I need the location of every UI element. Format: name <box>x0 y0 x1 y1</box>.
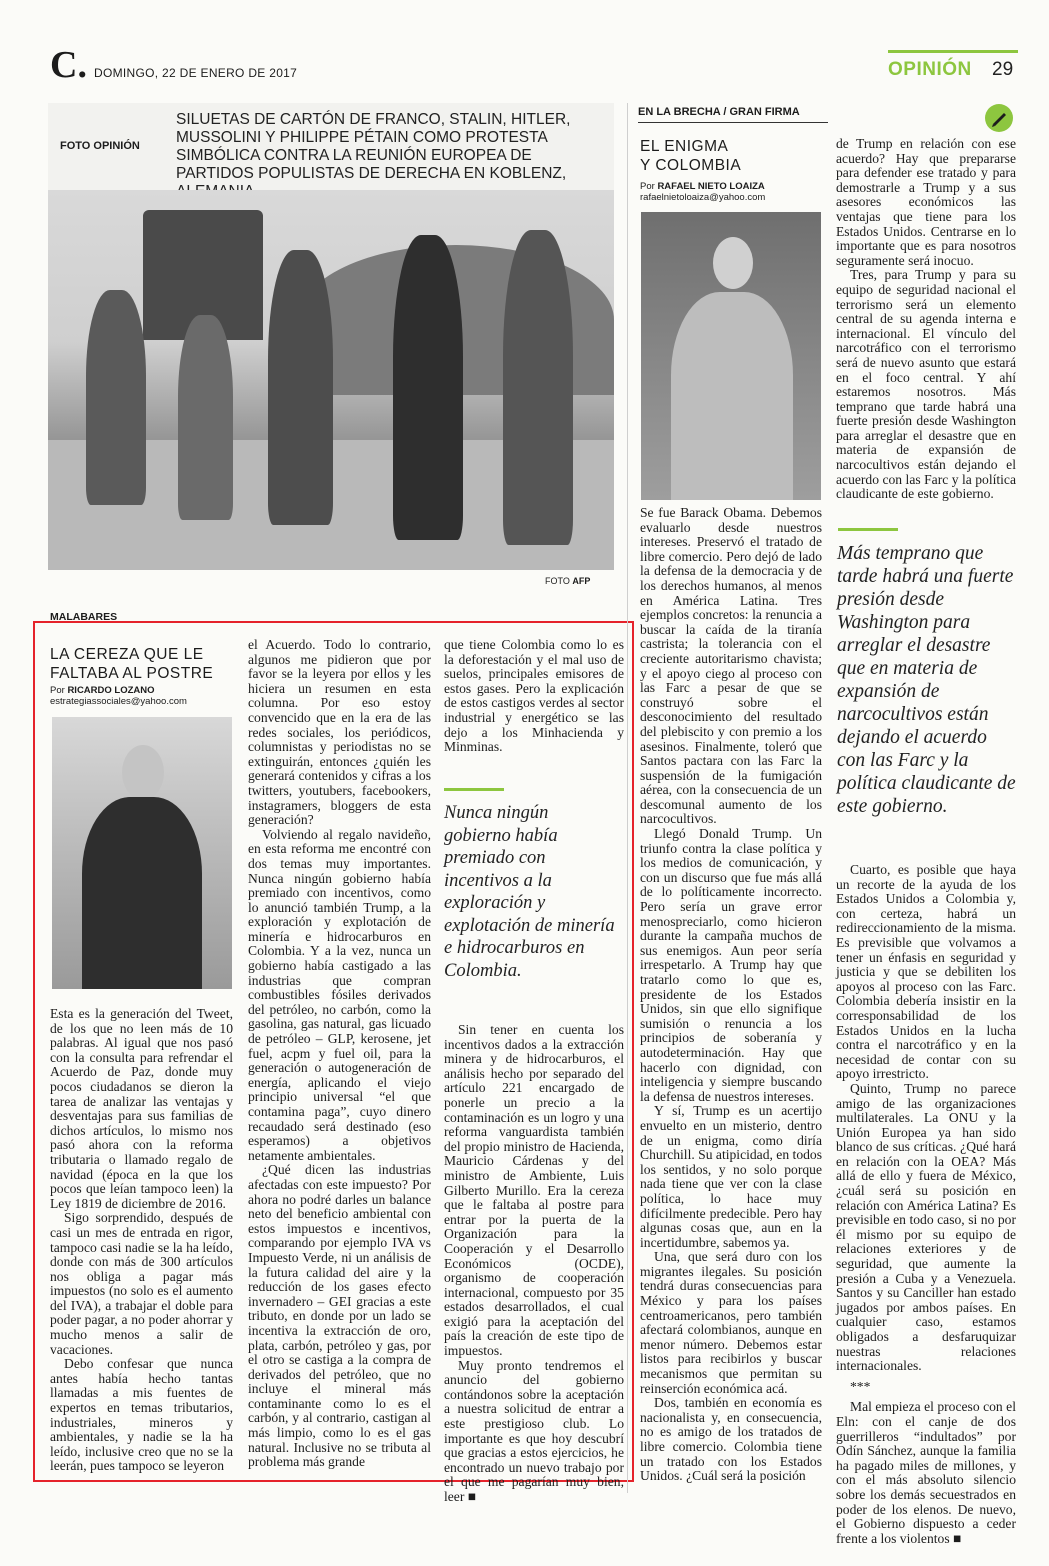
left-col1-p1: Esta es la generación del Tweet, de los que no leen más de 10 palabras. Al igual que nos pasó con la consulta para refrendar el Acuerdo de Paz, donde muy pocos ciudadanos se dieron la tarea de analizar las ventajas y desventajas para sus familias de dichos artículos, lo mismo nos pasó ahora con la reforma tributaria o llamado regalo de navidad (época en la que los pocos que leían tampoco leen) la Ley 1819 de diciembre de 2016. <box>50 1006 233 1211</box>
left-col1-p3: Debo confesar que nunca antes había hecho tantas llamadas a mis fuentes de expertos en temas tributarios, industriales, mineros y ambientales, y nadie se la ha leído, inclusive creo que no se la leerán, pues tampoco se leyeron <box>50 1356 233 1474</box>
right-col1-p4: Una, que será duro con los migrantes ilegales. Su posición tendrá duras consecuencias para México y para los países centroamericanos, pero también afectará colombianos, aunque en menor número. Debemos estar listos para recibirlos y buscar mecanismos que permitan su reinserción económica acá. <box>640 1249 822 1396</box>
right-col2-separator: *** <box>850 1378 871 1394</box>
left-pullquote-rule <box>444 788 504 791</box>
left-column-3-top <box>444 638 624 755</box>
left-col3-p1: que tiene Colombia como lo es la deforestación y el mal uso de suelos, principales emisores de estos gases. Pero la explicación de estos castigos verdes al sector industrial y energético se las dejo a los Minhacienda y Minminas. <box>444 637 624 755</box>
issue-date: DOMINGO, 22 DE ENERO DE 2017 <box>94 66 298 80</box>
figure-mussolini <box>393 235 463 540</box>
column-divider <box>627 103 628 1493</box>
right-pullquote-rule <box>838 528 898 531</box>
figure-franco <box>86 290 146 505</box>
photo-caption-box <box>48 103 614 191</box>
right-kicker: EN LA BRECHA / GRAN FIRMA <box>638 106 800 118</box>
left-byline-prefix: Por <box>50 685 65 696</box>
left-col1-p2: Sigo sorprendido, después de casi un mes de entrada en rigor, tampoco casi nadie se la ha leído, donde con más de 300 artículos nos obliga a pagar más impuestos (no solo es el aumento del IVA), a trabajar el doble para poder pagar, a no poder ahorrar y mucho menos a salir de vacaciones. <box>50 1210 233 1357</box>
right-col2-p1: de Trump en relación con ese acuerdo? Hay que prepararse para defender ese tratado y para demostrarle a Trump y a sus asesores económicos las ventajas que tiene para los Estados Unidos. Centrarse en lo importante que es para nosotros seguramente será inocuo. <box>836 136 1016 268</box>
right-author-email: rafaelnietoloaiza@yahoo.com <box>640 192 766 203</box>
left-column-3-bottom <box>444 1023 624 1505</box>
right-col2-p5: Mal empieza el proceso con el Eln: con el canje de dos guerrilleros “indultados” por Odín Sánchez, aunque la familia ha pagado miles de millones, y con el más absoluto silencio sobre los demás secuestrados en poder de los elenos. De nuevo, el Gobierno dispuesto a ceder frente a los violentos ■ <box>836 1399 1016 1546</box>
right-byline <box>640 181 765 192</box>
right-col1-p2: Llegó Donald Trump. Un triunfo contra la clase política y los medios de comunicación, y con un discurso que fue más allá de lo políticamente incorrecto. Pero sería un grave error menospreciarlo, como hicieron durante la campaña muchos de sus enemigos. Aun peor sería irrespetarlo. A Trump hay que tratarlo como lo que es, presidente de los Estados Unidos, sin que ello signifique sumisión o renuncia a los principios de soberanía y autodeterminación. Hay que hacerlo con dignidad, con inteligencia y siempre buscando la defensa de nuestros intereses. <box>640 826 822 1104</box>
right-byline-prefix: Por <box>640 181 655 192</box>
right-col2-p3: Cuarto, es posible que haya un recorte de la ayuda de los Estados Unidos a Colombia y, con certeza, habrá un redireccionamiento de la misma. Es previsible que volvamos a tener un énfasis en seguridad y justicia y que se debiliten los apoyos al proceso con las Farc. Colombia debería insistir en la corresponsabilidad de los Estados Unidos en la lucha contra el narcotráfico y en la necesidad de contar con su apoyo irrestricto. <box>836 862 1016 1082</box>
left-col3-p2: Sin tener en cuenta los incentivos dados a la extracción minera y de hidrocarburos, el análisis hecho por separado del artículo 221 encargado de ponerle un precio a la contaminación es un logro y una reforma vanguardista también del propio ministro de Hacienda, Mauricio Cárdenas y del ministro de Ambiente, Luis Gilberto Murillo. Era la cereza que le faltaba al postre para entrar por la puerta de la Organización para la Cooperación y el Desarrollo Económicos (OCDE), organismo de cooperación internacional, compuesto por 35 estados desarrollados, el cual exigió para la aceptación del país la creación de este tipo de impuestos. <box>444 1022 624 1359</box>
right-column-2-top <box>836 137 1016 502</box>
right-author-body <box>671 292 793 500</box>
right-col1-p5: Dos, también en economía es nacionalista y, en consecuencia, no es amigo de los tratados de libre comercio. Colombia tiene un tratado con los Estados Unidos. ¿Cuál será la posición <box>640 1395 822 1484</box>
author-body <box>82 797 202 989</box>
photo-caption: SILUETAS DE CARTÓN DE FRANCO, STALIN, HITLER, MUSSOLINI Y PHILIPPE PÉTAIN COMO PROTESTA SIMBÓLICA CONTRA LA REUNIÓN EUROPEA DE PARTIDOS POPULISTAS DE DERECHA EN KOBLENZ, <box>176 111 571 182</box>
left-column-2 <box>248 638 431 1470</box>
right-col1-p3: Y sí, Trump es un acertijo envuelto en un misterio, dentro de un enigma, como diría Churchill. Su atipicidad, en todos los sentidos, y no solo porque nada tiene que ver con la clase política, lo hace muy difícilmente predecible. Pero hay algunas cosas que, aun en la incertidumbre, sabemos ya. <box>640 1103 822 1250</box>
left-author-photo <box>52 717 232 989</box>
right-title-line2: Y COLOMBIA <box>640 157 742 174</box>
figure-petain <box>503 230 573 545</box>
photo-credit-agency: AFP <box>572 576 591 586</box>
page-number: 29 <box>992 59 1014 80</box>
left-byline <box>50 685 155 696</box>
left-pull-quote: Nunca ningún gobierno había premiado con incentivos a la exploración y explotación de minería e hidrocarburos en Colombia. <box>444 803 615 981</box>
right-column-1 <box>640 506 822 1484</box>
photo-credit-prefix: FOTO <box>545 576 570 586</box>
right-col1-p1: Se fue Barack Obama. Debemos evaluarlo desde nuestros intereses. Preservó el tratado de libre comercio. Pero dejó de lado la defensa de la democracia y de los derechos humanos, al menos en América Latina. Tres ejemplos concretos: la renuncia a buscar la caída de la tiranía castrista; la tolerancia con el creciente autoritarismo chavista; y el apoyo ciego al proceso con las Farc a pesar de que se construyó sobre el desconocimiento del resultado del plebiscito y con premio a los asesinos. Finalmente, toleró que Santos pactara con las Farc la suspensión de la fumigación aérea, con la consecuencia de un descomunal aumento de los narcocultivos. <box>640 505 822 827</box>
left-col2-p2: Volviendo al regalo navideño, en esta reforma me encontré con dos temas muy importantes. Nunca ningún gobierno había premiado con incentivos, como lo anunció también Trump, a la exploración y explotación de minería e hidrocarburos en Colombia. Y a la vez, nunca un gobierno había castigado a las industrias que compran combustibles fósiles derivados del petróleo, no carbón, como la gasolina, gas natural, gas licuado de petróleo – GLP, kerosene, jet fuel, acpm y fuel oil, para la generación o autogeneración de energía, aplicando el viejo principio universal “el que contamina paga”, cuyo dinero recaudado será destinado (eso esperamos) a objetivos netamente ambientales. <box>248 826 431 1163</box>
right-article-title <box>640 137 741 175</box>
right-author-head <box>713 237 753 289</box>
right-column-2-bottom <box>836 863 1016 1546</box>
left-col3-p3: Muy pronto tendremos el anuncio del gobierno contándonos sobre la aceptación a nuestra solicitud de entrar a este prestigioso club. Lo importante es que hoy descubrí que gracias a estos ejercicios, he encontrado un nuevo trabajo por el que me pagarían muy bien, leer ■ <box>444 1357 624 1504</box>
section-header <box>888 50 1018 85</box>
left-article-title <box>50 645 213 683</box>
figure-stalin <box>178 315 233 520</box>
left-col2-p3: ¿Qué dicen las industrias afectadas con este impuesto? Por ahora no podré darles un balance neto del beneficio ambiental con estos impuestos e incentivos, comparando por ejemplo IVA vs Impuesto Verde, ni un análisis de la futura calidad del aire y la reducción de los gases efecto invernadero – GEI gracias a este tributo, en donde por un lado se incentiva la extracción de oro, plata, carbón, petróleo y gas, por el otro se castiga a la compra de derivados del petróleo, que no incluye el mineral más contaminante como lo es el carbón, y al contrario, castigan al más limpio, como lo es el gas natural. Inclusive no se tributa al problema más grande <box>248 1162 431 1470</box>
figure-hitler <box>268 250 333 525</box>
right-title-line1: EL ENIGMA <box>640 138 729 155</box>
section-name: OPINIÓN <box>888 59 972 80</box>
left-title-line1: LA CEREZA QUE LE <box>50 646 204 663</box>
left-column-1 <box>50 1007 233 1474</box>
right-col2-p2: Tres, para Trump y para su equipo de seguridad nacional el terrorismo será un elemento central de su agenda interna e internacional. El vínculo del narcotráfico con el terrorismo será de nuevo asunto que estará en el foco central. Y ahí estaremos nosotros. Más temprano que tarde habrá una fuerte presión desde Washington para arreglar el desastre que en materia de expansión de narcocultivos están dejando el acuerdo con las Farc y la política claudicante de este gobierno. <box>836 267 1016 502</box>
pen-icon <box>985 104 1013 132</box>
left-author-email: estrategiassociales@yahoo.com <box>50 696 187 707</box>
right-col2-p4: Quinto, Trump no parece amigo de las organizaciones multilaterales. La ONU y la Unión Europea ya han sido blanco de sus críticas. ¿Qué hará en relación con la OEA? Más allá de ello y fuera de México, ¿cuál será su posición en relación con América Latina? Es previsible en todo caso, si no por él mismo por su equipo de relaciones exteriores y de seguridad, que aumente la presión a Cuba y a Venezuela. Santos y su Canciller han estado jugados por ambos países. En cualquier caso, estamos obligados a desfaruquizar nuestras relaciones internacionales. <box>836 1080 1016 1374</box>
author-head <box>122 745 164 800</box>
right-author-photo <box>641 212 821 500</box>
left-col2-p1: el Acuerdo. Todo lo contrario, algunos me pidieron que por favor se la leyera por ellos y les hiciera un resumen en esta columna. Por eso estoy convencido que en la era de las redes sociales, los periódicos, columnistas y periodistas no se extinguirán, entonces ¿quién les generará contenidos y cifras a los twitters, youtubers, facebookers, instagramers, bloggers de esta generación? <box>248 637 431 828</box>
right-author: RAFAEL NIETO LOAIZA <box>657 181 765 192</box>
right-kicker-rule <box>638 122 828 123</box>
left-author: RICARDO LOZANO <box>67 685 155 696</box>
pen-icon-glyph <box>985 104 1013 132</box>
left-kicker: MALABARES <box>50 611 118 620</box>
left-title-line2: FALTABA AL POSTRE <box>50 665 214 682</box>
photo-label: FOTO OPINIÓN <box>60 140 140 152</box>
protest-photo <box>48 190 614 570</box>
photo-credit <box>545 576 590 586</box>
newspaper-logo: C. <box>50 44 87 86</box>
right-pull-quote: Más temprano que tarde habrá una fuerte presión desde Washington para arreglar el desastre que en materia de expansión de narcocultivos están dejando el acuerdo con las Farc y la política claudicante de este gobierno. <box>837 543 1016 817</box>
